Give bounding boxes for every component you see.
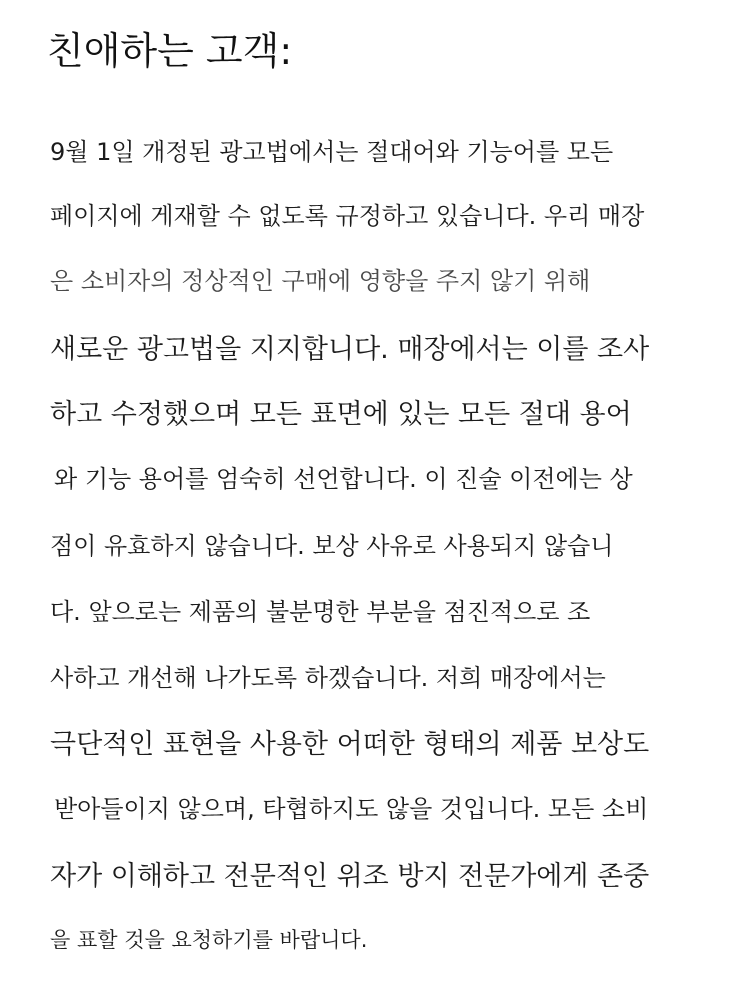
greeting-heading: 친애하는 고객: [47,29,293,73]
notice-line: 사하고 개선해 나가도록 하겠습니다. 저희 매장에서는 [50,664,606,692]
notice-line: 극단적인 표현을 사용한 어떠한 형태의 제품 보상도 [50,729,650,760]
notice-line: 9월 1일 개정된 광고법에서는 절대어와 기능어를 모든 [50,138,614,166]
notice-line: 와 기능 용어를 엄숙히 선언합니다. 이 진술 이전에는 상 [54,465,633,493]
notice-line: 점이 유효하지 않습니다. 보상 사유로 사용되지 않습니 [50,532,614,560]
notice-line: 받아들이지 않으며, 타협하지도 않을 것입니다. 모든 소비 [54,795,649,823]
notice-line: 페이지에 게재할 수 없도록 규정하고 있습니다. 우리 매장 [50,202,645,230]
notice-line: 은 소비자의 정상적인 구매에 영향을 주지 않기 위해 [50,267,591,295]
notice-line: 하고 수정했으며 모든 표면에 있는 모든 절대 용어 [50,399,632,430]
notice-line: 을 표할 것을 요청하기를 바랍니다. [50,928,368,952]
notice-line: 새로운 광고법을 지지합니다. 매장에서는 이를 조사 [50,334,650,365]
notice-line: 다. 앞으로는 제품의 불분명한 부분을 점진적으로 조 [50,598,591,626]
notice-line: 자가 이해하고 전문적인 위조 방지 전문가에게 존중 [50,861,650,892]
